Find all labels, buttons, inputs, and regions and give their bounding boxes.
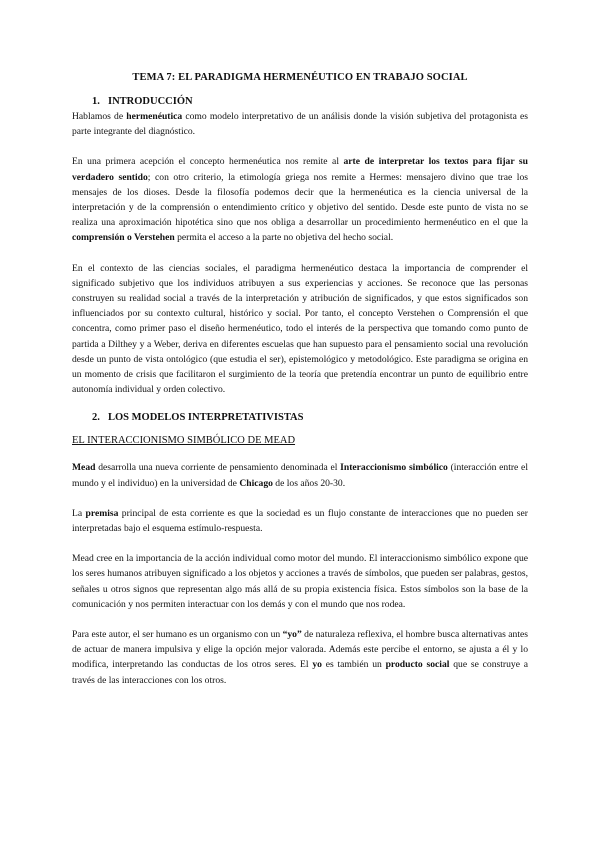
- text-run: Hablamos de: [72, 111, 127, 122]
- subsection-heading-mead: EL INTERACCIONISMO SIMBÓLICO DE MEAD: [72, 435, 296, 447]
- section-number: 2.: [92, 412, 100, 424]
- text-run: desarrolla una nueva corriente de pensamiento denominada el: [95, 462, 341, 474]
- bold-term: comprensión o Verstehen: [72, 232, 175, 244]
- text-run: ; con otro criterio, la etimología griega nos remite a Hermes: mensajero divino que trae los mensajes de los dioses. Desde la filosofía podemos decir que la hermenéutica es la ciencia universal de la interpretación y de la comprensión o entendimiento crítico y objetivo del sentido. Desde este punto de vista no se realiza una aproximación hipotética sino que nos obliga a desarrollar un procedimiento hermenéutico en el que la: [72, 171, 528, 229]
- bold-term: arte de interpretar los textos para fijar su verdadero sentido: [72, 156, 528, 183]
- paragraph-hermeneutica-definition: [72, 109, 528, 139]
- section-number: 1.: [92, 96, 100, 107]
- text-run: principal de esta corriente es que la sociedad es un flujo constante de interacciones que no pueden ser interpretadas bajo el esquema estímulo-respuesta.: [72, 507, 528, 535]
- paragraph-hermeneutica-acepcion: [72, 154, 528, 245]
- bold-term: premisa: [85, 507, 119, 519]
- bold-term: Interaccionismo simbólico: [340, 462, 448, 474]
- paragraph-yo: [72, 627, 528, 688]
- text-run: de los años 20-30.: [272, 477, 346, 489]
- paragraph-mead-intro: [72, 460, 528, 490]
- text-run: Para este autor, el ser humano es un organismo con un: [72, 629, 283, 641]
- paragraph-ciencias-sociales: En el contexto de las ciencias sociales, el paradigma hermenéutico destaca la importancia de comprender el significado subjetivo que los individuos atribuyen a sus experiencias y acciones. Se reconoce que las personas construyen su realidad social a través de la interpretación y atribución de significados, y que estos significados son influenciados por su contexto cultural, histórico y social. Por tanto, el concepto Verstehen o Comprensión el que concentra, como primer paso el diseño hermenéutico, todo el interés de la perspectiva que tomando como punto de partida a Dilthey y a Weber, deriva en diferentes escuelas que han supuesto para el pensamiento social una revolución desde un punto de vista ontológico (que estudia el ser), epistemológico y metodológico. Este paradigma se origina en un momento de crisis que facilitaron el surgimiento de la teoría que pretendía encontrar un punto de equilibrio entre autonomía individual y orden colectivo.: [72, 262, 528, 396]
- section-heading-introduccion: [72, 96, 528, 107]
- section-title: INTRODUCCIÓN: [108, 96, 193, 107]
- text-run: La: [72, 507, 86, 519]
- text-run: permita el acceso a la parte no objetiva del hecho social.: [174, 232, 394, 244]
- bold-term: “yo”: [282, 629, 302, 641]
- bold-term: yo: [312, 659, 322, 671]
- text-run: es también un: [321, 659, 386, 671]
- text-run: En una primera acepción el concepto hermenéutica nos remite al: [72, 156, 344, 168]
- text-run: (interacción entre el mundo y el individuo) en la universidad de: [72, 462, 528, 489]
- text-run: de naturaleza reflexiva, el hombre busca alternativas antes de actuar de manera impulsiva y elige la opción mejor valorada. Además este percibe el entorno, se ajusta a él y lo modifica, interpretando las conductas de los otros seres. El: [72, 629, 528, 671]
- text-run: que se construye a través de las interacciones con los otros.: [72, 659, 529, 686]
- paragraph-accion-individual: Mead cree en la importancia de la acción individual como motor del mundo. El interaccionismo simbólico expone que los seres humanos atribuyen significado a los objetos y acciones a través de símbolos, que pueden ser palabras, gestos, señales u otros signos que representan algo más allá de su propia existencia física. Estos símbolos son la base de la comunicación y nos permiten interactuar con los demás y con el mundo que nos rodea.: [72, 553, 528, 610]
- bold-term: Chicago: [239, 477, 273, 489]
- document-title: TEMA 7: EL PARADIGMA HERMENÉUTICO EN TRABAJO SOCIAL: [132, 72, 468, 83]
- bold-term: hermenéutica: [126, 111, 183, 122]
- section-heading-modelos: [72, 412, 528, 423]
- paragraph-premisa: [72, 506, 528, 536]
- document-page: [72, 72, 528, 688]
- section-title: LOS MODELOS INTERPRETATIVISTAS: [108, 412, 304, 424]
- bold-term: producto social: [385, 659, 450, 671]
- bold-term: Mead: [72, 462, 96, 474]
- text-run: como modelo interpretativo de un análisis donde la visión subjetiva del protagonista es parte integrante del diagnóstico.: [72, 111, 528, 138]
